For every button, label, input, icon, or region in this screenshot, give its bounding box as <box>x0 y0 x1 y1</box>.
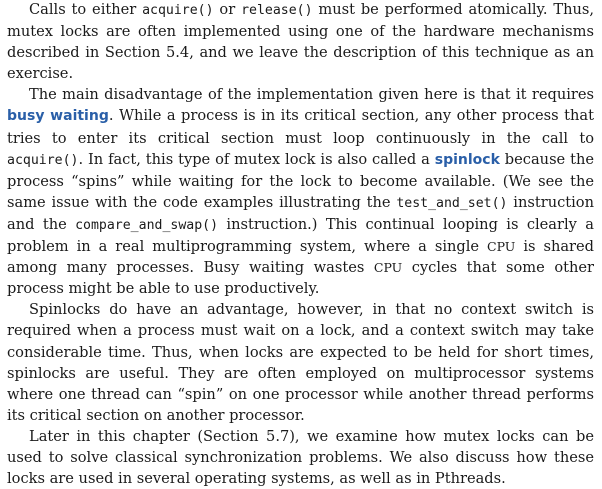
paragraph-spinlock-advantage <box>7 299 594 426</box>
text-run: The main disadvantage of the implementation given here is that it requires <box>29 86 594 104</box>
text-run: instruction and the <box>7 193 594 233</box>
paragraph-busy-waiting <box>7 84 594 299</box>
term-busy-waiting: busy waiting <box>7 108 109 125</box>
text-run: . In fact, this type of mutex lock is also called a <box>78 150 435 168</box>
text-run: is shared among many processes. Busy waiting wastes <box>7 238 595 277</box>
text-run: Later in this chapter (Section 5.7), we examine how mutex locks can be used to solve classical synchronization problems. We also discuss how these locks are used in several operating systems, as well as in Pthreads. <box>7 427 594 488</box>
text-run: cycles that some other process might be able to use productively. <box>7 259 594 298</box>
text-run: Calls to either <box>29 1 143 18</box>
code-acquire: acquire() <box>142 3 214 18</box>
term-spinlock: spinlock <box>434 151 500 168</box>
code-compare-and-swap: compare_and_swap() <box>75 217 219 233</box>
code-acquire: acquire() <box>7 152 79 168</box>
text-run: because the process “spins” while waiting for the lock to become available. (We see the same issue with the code examples illustrating the <box>7 150 594 211</box>
text-run: or <box>213 1 242 18</box>
code-release: release() <box>241 3 313 18</box>
paragraph-later-chapter <box>7 426 594 489</box>
text-run: . While a process is in its critical section, any other process that tries to enter its critical section must loop continuously in the call to <box>7 107 594 147</box>
paragraph-atomic-calls <box>7 0 594 84</box>
acronym-cpu: CPU <box>373 260 403 276</box>
acronym-cpu: CPU <box>487 239 516 255</box>
text-run: instruction.) This continual looping is clearly a problem in a real multiprogramming system, where a single <box>7 215 594 256</box>
text-run: Spinlocks do have an advantage, however, in that no context switch is required when a process must wait on a lock, and a context switch may take considerable time. Thus, when locks are expected to be held for short times, spinlocks are useful. They are often employed on multiprocessor systems where one thread can “spin” on one processor while another thread performs its critical section on another processor. <box>7 301 594 424</box>
text-run: must be performed atomically. Thus, mutex locks are often implemented using one of the hardware mechanisms described in Section 5.4, and we leave the description of this technique as an exercise. <box>7 1 594 83</box>
code-test-and-set: test_and_set() <box>396 195 508 211</box>
